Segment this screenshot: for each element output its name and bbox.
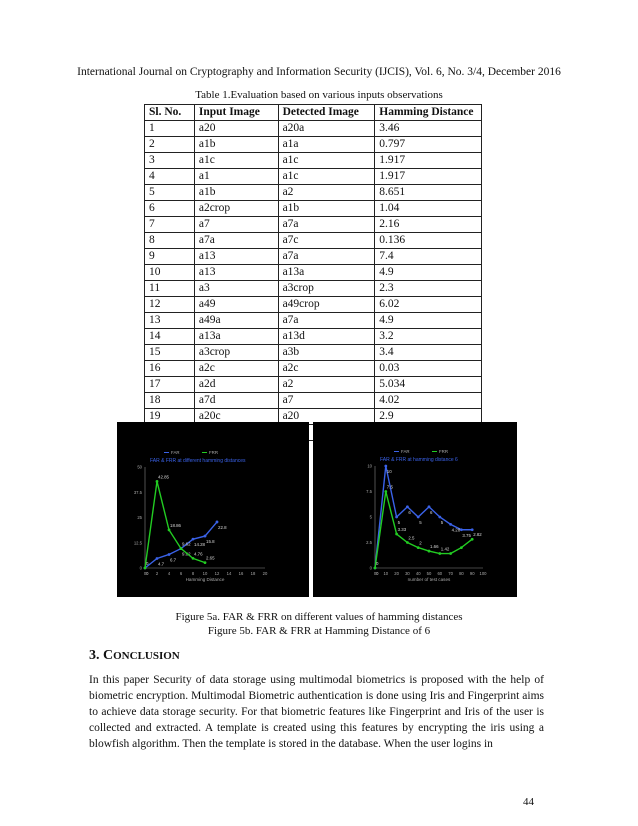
table-cell: a20: [278, 409, 375, 425]
x-tick-label: 20: [394, 571, 399, 576]
table-cell: a1c: [278, 153, 375, 169]
legend-label: FRR: [439, 449, 449, 454]
table-cell: a7a: [278, 217, 375, 233]
table-cell: 18: [145, 393, 195, 409]
table-cell: a3crop: [278, 281, 375, 297]
table-cell: 0.03: [375, 361, 482, 377]
table-cell: 6.02: [375, 297, 482, 313]
table-cell: 3: [145, 153, 195, 169]
x-tick-label: 6: [179, 571, 183, 576]
data-point: [406, 505, 409, 508]
data-label: 3.33: [397, 527, 407, 533]
table-row: [145, 121, 482, 137]
table-cell: a20a: [278, 121, 375, 137]
chart-svg: [313, 422, 517, 597]
table-cell: a2: [278, 377, 375, 393]
table-cell: a1c: [278, 169, 375, 185]
data-point: [374, 567, 377, 570]
data-point: [192, 557, 195, 560]
data-label: 2: [419, 540, 422, 546]
data-label: 10: [386, 469, 392, 474]
table-cell: 8: [145, 233, 195, 249]
table-cell: 16: [145, 361, 195, 377]
legend-label: FAR: [171, 450, 180, 455]
data-point: [428, 505, 431, 508]
table-caption: Table 1.Evaluation based on various inputs observations: [195, 89, 443, 101]
data-label: 2.65: [206, 555, 215, 561]
chart-title: FAR & FRR at different hamming distances: [150, 458, 246, 464]
conclusion-paragraph: In this paper Security of data storage using multimodal biometrics is proposed with the help of biometric encryption. Multimodal Biometric authentication is done using Iris and Fingerprint aims to achieve data storage security. For that biometric features like Fingerprint and Iris of the user is collected and extracted. A template is created using this features by encrypting the iris using a blowfish algorithm. Then the template is stored in the database. When the user logins in: [89, 674, 544, 750]
table-cell: 4.9: [375, 313, 482, 329]
table-cell: a13a: [278, 265, 375, 281]
x-axis-label: number of test cases: [407, 577, 451, 582]
x-tick-label: 10: [202, 571, 208, 576]
data-label: 4.7: [158, 561, 165, 567]
table-cell: 1: [145, 121, 195, 137]
x-tick-label: 12: [214, 571, 220, 576]
data-point: [417, 546, 420, 549]
x-tick-label: 20: [262, 571, 268, 576]
table-row: [145, 201, 482, 217]
table-cell: 3.4: [375, 345, 482, 361]
table-cell: 10: [145, 265, 195, 281]
table-cell: 7.4: [375, 249, 482, 265]
y-tick-label: 10: [367, 463, 372, 469]
column-header: Detected Image: [278, 105, 375, 121]
data-point: [156, 557, 159, 560]
chart-far-frr-test-cases: [313, 422, 517, 597]
table-cell: 7: [145, 217, 195, 233]
chart-far-frr-hamming: [117, 422, 309, 597]
table-cell: 3.2: [375, 329, 482, 345]
results-table: [144, 104, 482, 441]
data-label: 0: [376, 561, 379, 566]
data-label: 5: [419, 520, 422, 525]
y-tick-label: 50: [137, 464, 142, 470]
page-number: 44: [523, 796, 534, 808]
x-tick-label: 2: [155, 571, 159, 576]
table-row: [145, 313, 482, 329]
data-label: 4.28: [451, 527, 461, 533]
data-label: 15.8: [206, 539, 215, 545]
y-tick-label: 37.5: [133, 489, 142, 495]
data-label: 7.5: [386, 484, 393, 490]
column-header: Sl. No.: [145, 105, 195, 121]
data-point: [417, 516, 420, 519]
table-cell: 11: [145, 281, 195, 297]
table-header-row: [145, 105, 482, 121]
table-cell: 2: [145, 137, 195, 153]
data-point: [406, 541, 409, 544]
x-tick-label: 40: [415, 571, 421, 576]
data-point: [460, 546, 463, 549]
table-cell: a49crop: [278, 297, 375, 313]
data-point: [438, 516, 441, 519]
table-cell: 15: [145, 345, 195, 361]
data-label: 0: [146, 561, 149, 566]
table-cell: a49: [194, 297, 278, 313]
table-cell: a13d: [278, 329, 375, 345]
table-cell: 0.136: [375, 233, 482, 249]
table-cell: 3.46: [375, 121, 482, 137]
y-tick-label: 12.5: [133, 540, 142, 546]
figure-caption-a: Figure 5a. FAR & FRR on different values of hamming distances: [175, 611, 463, 623]
table-cell: a7a: [194, 233, 278, 249]
data-point: [438, 552, 441, 555]
data-label: 3.75: [462, 532, 471, 538]
table-cell: a3b: [278, 345, 375, 361]
table-row: [145, 265, 482, 281]
data-point: [460, 528, 463, 531]
table-row: [145, 329, 482, 345]
data-label: 6: [408, 509, 411, 515]
table-cell: a2d: [194, 377, 278, 393]
data-label: 4.76: [194, 551, 203, 557]
table-cell: 8.651: [375, 185, 482, 201]
data-label: 18.86: [170, 522, 181, 528]
table-cell: 1.917: [375, 169, 482, 185]
table-cell: a2c: [278, 361, 375, 377]
data-label: 9.62: [182, 551, 191, 557]
data-point: [384, 490, 387, 493]
data-label: 1.66: [430, 544, 439, 550]
table-cell: 4.02: [375, 393, 482, 409]
data-label: 0: [146, 571, 149, 576]
data-point: [204, 561, 207, 564]
data-point: [204, 535, 207, 538]
data-point: [168, 529, 171, 532]
table-cell: a2crop: [194, 201, 278, 217]
table-row: [145, 345, 482, 361]
legend-label: FAR: [401, 449, 410, 454]
data-point: [168, 553, 171, 556]
table-cell: 14: [145, 329, 195, 345]
data-point: [395, 516, 398, 519]
x-tick-label: 90: [469, 571, 475, 576]
y-tick-label: 25: [137, 515, 142, 520]
table-cell: 4: [145, 169, 195, 185]
data-label: 2.5: [408, 535, 415, 541]
table-cell: 2.16: [375, 217, 482, 233]
table-cell: 13: [145, 313, 195, 329]
table-cell: a20c: [194, 409, 278, 425]
table-row: [145, 153, 482, 169]
table-cell: 1.04: [375, 201, 482, 217]
table-row: [145, 393, 482, 409]
table-row: [145, 249, 482, 265]
table-row: [145, 233, 482, 249]
table-body: [145, 121, 482, 441]
section-title-rest: ONCLUSION: [113, 650, 180, 662]
table-row: [145, 377, 482, 393]
table-cell: a7a: [278, 313, 375, 329]
table-row: [145, 137, 482, 153]
x-tick-label: 10: [383, 571, 389, 576]
table-cell: a13: [194, 265, 278, 281]
x-tick-label: 50: [426, 571, 432, 576]
data-point: [384, 465, 387, 468]
table-cell: 0.797: [375, 137, 482, 153]
table-cell: 12: [145, 297, 195, 313]
data-point: [471, 528, 474, 531]
x-tick-label: 16: [238, 571, 244, 576]
x-tick-label: 60: [437, 571, 443, 576]
data-point: [156, 480, 159, 483]
data-point: [449, 523, 452, 526]
data-point: [395, 533, 398, 536]
data-label: 6.7: [170, 557, 177, 563]
legend-label: FRR: [209, 450, 219, 455]
data-label: 1.42: [440, 546, 450, 552]
table-cell: a3: [194, 281, 278, 297]
data-label: 6: [430, 509, 433, 515]
table-cell: a2: [278, 185, 375, 201]
data-point: [449, 552, 452, 555]
series-line-far: [145, 522, 217, 568]
y-tick-label: 0: [139, 565, 142, 571]
data-label: 2.82: [473, 532, 482, 538]
y-tick-label: 0: [369, 565, 372, 571]
table-cell: a7d: [194, 393, 278, 409]
y-tick-label: 5: [369, 514, 372, 520]
x-tick-label: 4: [167, 571, 171, 576]
figure-caption-b: Figure 5b. FAR & FRR at Hamming Distance of 6: [207, 625, 431, 637]
table-cell: 2.9: [375, 409, 482, 425]
table-row: [145, 361, 482, 377]
table-cell: a7: [194, 217, 278, 233]
table-cell: 9: [145, 249, 195, 265]
data-label: 14.28: [194, 542, 205, 548]
table-cell: 17: [145, 377, 195, 393]
table-cell: a3crop: [194, 345, 278, 361]
data-label: 9.62: [182, 541, 191, 547]
x-tick-label: 30: [405, 571, 410, 576]
x-tick-label: 18: [250, 571, 256, 576]
table-cell: a1c: [194, 153, 278, 169]
data-label: 22.8: [218, 524, 227, 530]
x-tick-label: 70: [448, 571, 453, 576]
table-cell: a13: [194, 249, 278, 265]
running-header: International Journal on Cryptography and Information Security (IJCIS), Vol. 6, No. 3/4, December 2016: [77, 66, 561, 78]
table-cell: a13a: [194, 329, 278, 345]
x-tick-label: 14: [226, 571, 232, 576]
x-tick-label: 0: [143, 571, 147, 576]
table-row: [145, 281, 482, 297]
data-label: 5: [397, 520, 401, 525]
table-cell: 4.9: [375, 265, 482, 281]
table-cell: a1b: [194, 137, 278, 153]
data-point: [428, 550, 431, 553]
table-cell: a7: [278, 393, 375, 409]
table-cell: 19: [145, 409, 195, 425]
table-row: [145, 185, 482, 201]
table-cell: a49a: [194, 313, 278, 329]
column-header: Hamming Distance: [375, 105, 482, 121]
data-point: [180, 547, 183, 550]
table-cell: a1b: [278, 201, 375, 217]
chart-svg: [117, 422, 309, 597]
column-header: Input Image: [194, 105, 278, 121]
series-line-far: [375, 466, 472, 568]
table-row: [145, 217, 482, 233]
table-row: [145, 169, 482, 185]
y-tick-label: 7.5: [366, 489, 372, 494]
data-point: [471, 538, 474, 541]
section-number: 3.: [89, 648, 100, 663]
table-row: [145, 297, 482, 313]
table-cell: 5.034: [375, 377, 482, 393]
data-label: 5: [440, 520, 444, 525]
table-cell: a7a: [278, 249, 375, 265]
table-cell: a1: [194, 169, 278, 185]
table-cell: a2c: [194, 361, 278, 377]
x-tick-label: 100: [479, 571, 487, 576]
table-cell: a7c: [278, 233, 375, 249]
section-title-initial: C: [103, 648, 114, 663]
table-cell: 2.3: [375, 281, 482, 297]
table-cell: 6: [145, 201, 195, 217]
x-axis-label: Hamming Distance: [185, 577, 225, 582]
x-tick-label: 80: [459, 571, 464, 576]
x-tick-label: 0: [373, 571, 377, 576]
data-point: [192, 538, 195, 541]
x-tick-label: 8: [191, 571, 195, 576]
data-point: [144, 567, 147, 570]
y-tick-label: 2.5: [366, 540, 372, 545]
table-cell: a1b: [194, 185, 278, 201]
table-cell: a1a: [278, 137, 375, 153]
table-cell: 5: [145, 185, 195, 201]
section-heading: [89, 648, 180, 664]
chart-title: FAR & FRR at hamming distance 6: [380, 457, 458, 463]
data-label: 0: [376, 571, 379, 576]
table-cell: a20: [194, 121, 278, 137]
table-cell: 1.917: [375, 153, 482, 169]
data-label: 42.85: [158, 474, 169, 480]
data-point: [216, 521, 219, 524]
